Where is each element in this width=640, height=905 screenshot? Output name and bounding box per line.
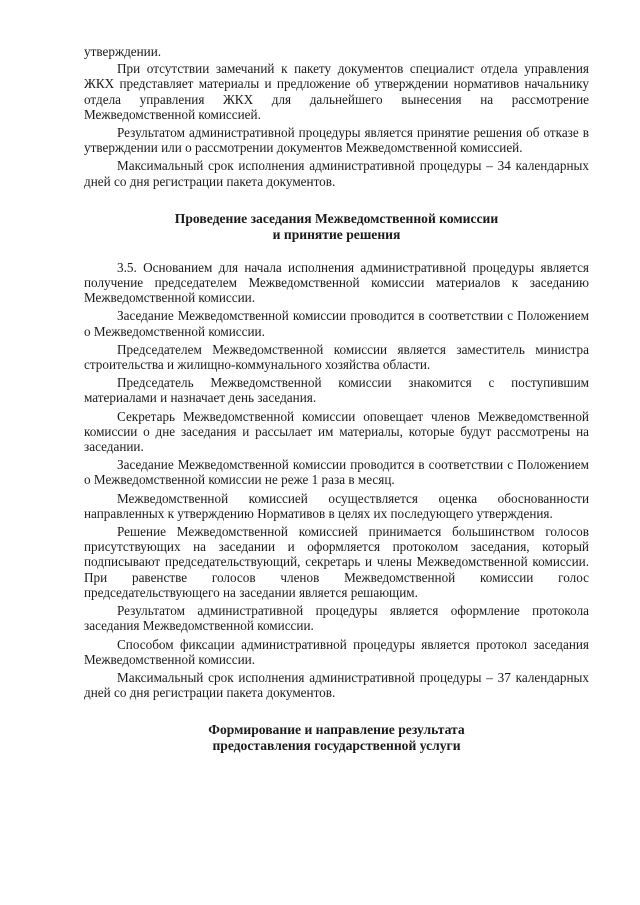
paragraph: Секретарь Межведомственной комиссии оповещает членов Межведомственной комиссии о дне заседания и рассылает им материалы, которые будут рассмотрены на заседании. — [84, 408, 589, 455]
paragraph: 3.5. Основанием для начала исполнения административной процедуры является получение председателем Межведомственной комиссии материалов к заседанию Межведомственной комиссии. — [84, 259, 589, 306]
paragraph: При отсутствии замечаний к пакету документов специалист отдела управления ЖКХ представляет материалы и предложение об утверждении нормативов начальнику отдела управления ЖКХ для дальнейшего вынесения на рассмотрение Межведомственной комиссией. — [84, 61, 589, 122]
paragraph: Решение Межведомственной комиссией принимается большинством голосов присутствующих на заседании и оформляется протоколом заседания, который подписывают председательствующий, секретарь и члены Межведомственной комиссии. При равенстве голосов членов Межведомственной комиссии голос председательствующего на заседании является решающим. — [84, 524, 589, 600]
section-heading — [84, 722, 589, 754]
paragraph: Заседание Межведомственной комиссии проводится в соответствии с Положением о Межведомственной комиссии. — [84, 308, 589, 339]
continuation-text: утверждении. — [84, 44, 162, 59]
paragraph: Заседание Межведомственной комиссии проводится в соответствии с Положением о Межведомственной комиссии не реже 1 раза в месяц. — [84, 457, 589, 488]
section-heading-line: Проведение заседания Межведомственной комиссии — [174, 210, 499, 226]
paragraph: Результатом административной процедуры является принятие решения об отказе в утверждении или о рассмотрении документов Межведомственной комиссией. — [84, 125, 589, 156]
section-heading-line: предоставления государственной услуги — [212, 738, 461, 754]
paragraph: Способом фиксации административной процедуры является протокол заседания Межведомственной комиссии. — [84, 636, 589, 667]
document-body — [84, 44, 589, 771]
section-heading-line: и принятие решения — [272, 226, 401, 242]
paragraph: Максимальный срок исполнения административной процедуры – 34 календарных дней со дня регистрации пакета документов. — [84, 158, 589, 189]
paragraph: Межведомственной комиссией осуществляется оценка обоснованности направленных к утверждению Нормативов в целях их последующего утверждения. — [84, 490, 589, 521]
section-heading — [84, 211, 589, 243]
paragraph: Председателем Межведомственной комиссии является заместитель министра строительства и жилищно-коммунального хозяйства области. — [84, 341, 589, 373]
paragraph: Председатель Межведомственной комиссии знакомится с поступившим материалами и назначает день заседания. — [84, 375, 589, 406]
paragraph: Результатом административной процедуры является оформление протокола заседания Межведомственной комиссии. — [84, 603, 589, 634]
section-heading-line: Формирование и направление результата — [208, 722, 465, 738]
paragraph: Максимальный срок исполнения административной процедуры – 37 календарных дней со дня регистрации пакета документов. — [84, 669, 589, 701]
